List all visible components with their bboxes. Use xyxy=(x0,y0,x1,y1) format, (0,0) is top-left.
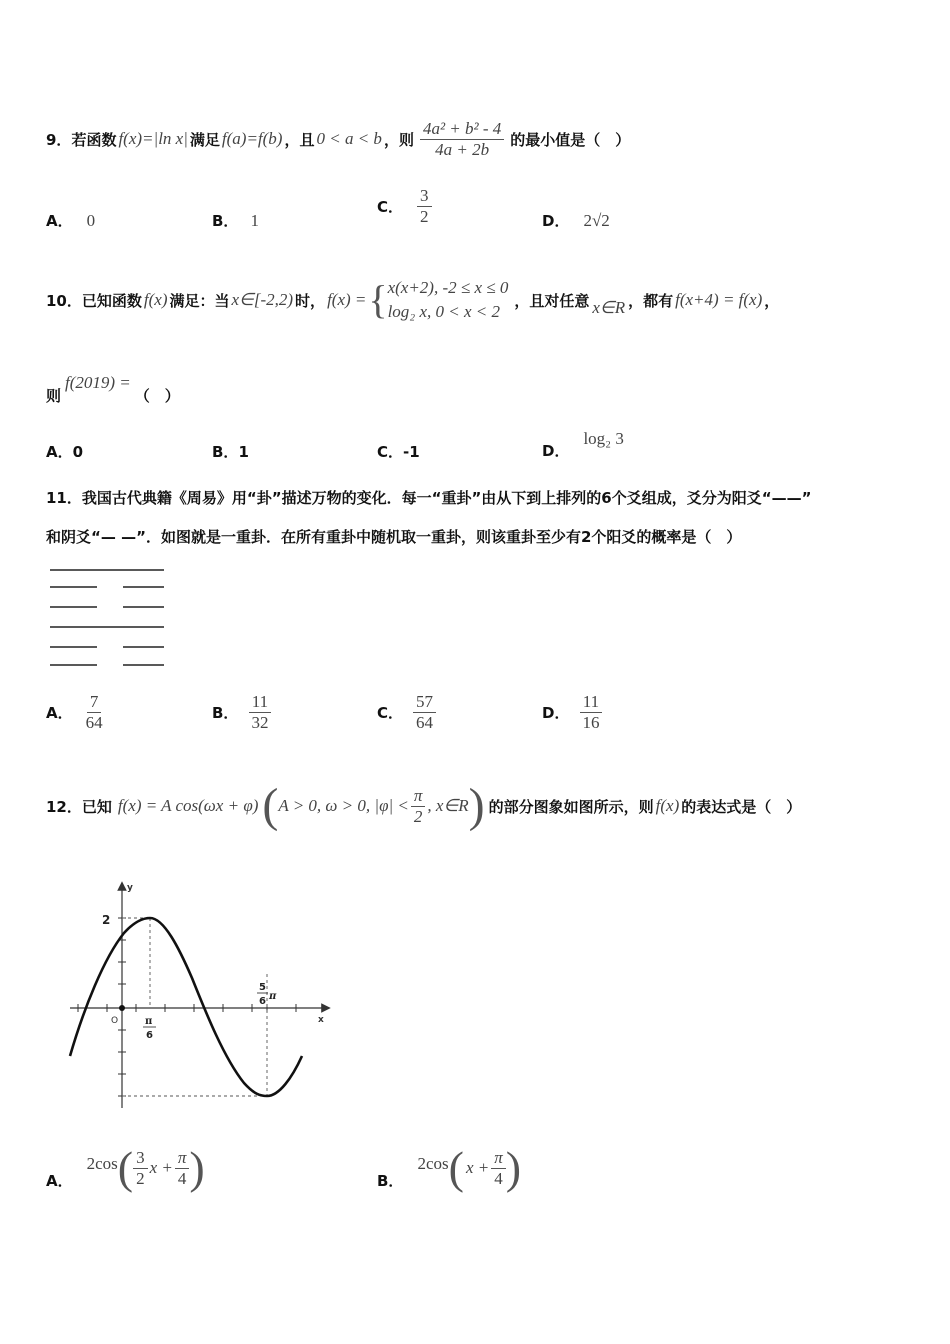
q12-option-b-num: π xyxy=(491,1148,506,1169)
q11-option-a-label: A． xyxy=(46,704,73,722)
hexagram-figure xyxy=(50,563,170,673)
q12-option-a-den1: 2 xyxy=(136,1168,145,1188)
q12-expr-1: f(x) = A cos(ωx + φ) xyxy=(117,796,259,815)
q11-option-c-label: C． xyxy=(377,704,404,722)
q10-option-c-value: -1 xyxy=(403,443,420,461)
q12-cosine-graph xyxy=(64,878,344,1118)
q12-condition-num: π xyxy=(411,786,426,807)
q9-frac-den: 4a + 2b xyxy=(435,139,490,159)
q10-option-b-label: B． xyxy=(212,443,239,461)
q9-option-d[interactable] xyxy=(542,210,610,231)
x-axis-label: x xyxy=(318,1015,324,1025)
q10-text-6: ， xyxy=(764,291,780,310)
q10-option-d[interactable] xyxy=(542,428,624,460)
q9-option-a-value: 0 xyxy=(86,210,96,230)
q9-expr-2: f(a)=f(b) xyxy=(221,129,283,148)
q9-stem xyxy=(46,118,631,159)
q9-option-d-value: 2√2 xyxy=(583,210,610,230)
q9-option-c-den: 2 xyxy=(420,207,429,226)
q9-expr-3: 0 < a < b xyxy=(316,129,382,148)
q10-option-a-label: A． xyxy=(46,443,73,461)
q12-paren-close: ) xyxy=(468,779,485,832)
q9-option-c-fraction xyxy=(417,186,432,227)
q10-option-b-value: 1 xyxy=(238,443,249,461)
q12-stem xyxy=(46,778,801,834)
q10-piecewise xyxy=(388,276,509,324)
q10-number: 10． xyxy=(46,291,82,310)
q12-paren-open: ( xyxy=(262,779,279,832)
q9-text-5: 的最小值是（ ） xyxy=(510,130,631,149)
y-axis-label: y xyxy=(127,883,133,893)
q10-text-8: （ ） xyxy=(134,386,180,405)
q10-option-a-value: 0 xyxy=(72,443,84,461)
q12-option-a-den2: 4 xyxy=(177,1168,187,1188)
q9-option-c-num: 3 xyxy=(417,186,432,207)
q10-case-1: x(x+2), -2 ≤ x ≤ 0 xyxy=(387,278,509,297)
q12-option-a-coef: 2cos xyxy=(86,1154,118,1173)
q12-option-a-mid: x + xyxy=(149,1158,173,1177)
peak-value-label: 2 xyxy=(102,913,111,927)
q9-number: 9． xyxy=(46,130,72,149)
q10-option-d-label: D． xyxy=(542,442,570,460)
q9-option-b-value: 1 xyxy=(250,210,259,230)
q11-option-c[interactable] xyxy=(377,692,436,733)
q12-number: 12． xyxy=(46,797,82,816)
q9-option-b[interactable] xyxy=(212,210,259,231)
q12-option-b-den: 4 xyxy=(494,1168,503,1188)
q12-option-b-coef: 2cos xyxy=(417,1154,449,1173)
q10-expr-2: x∈[-2,2) xyxy=(231,290,294,309)
q12-expr-2: f(x) xyxy=(655,796,680,815)
q10-text-2: 满足：当 xyxy=(169,291,230,310)
q12-condition-fraction xyxy=(411,786,426,827)
q10-option-b[interactable] xyxy=(212,441,249,462)
q12-option-b-paren-close: ) xyxy=(505,1142,522,1193)
q10-expr-4: x∈R xyxy=(592,298,626,317)
q12-option-a-label: A． xyxy=(46,1171,73,1190)
q12-option-b-frac xyxy=(491,1148,506,1189)
q10-text-5: ，都有 xyxy=(628,291,674,310)
five-sixths-pi: π xyxy=(269,991,277,1002)
q12-text-3: 的表达式是（ ） xyxy=(681,797,802,816)
q9-text-4: ，则 xyxy=(383,130,414,149)
q9-option-c[interactable] xyxy=(377,186,432,227)
q11-option-d-num: 11 xyxy=(580,692,602,713)
q11-option-d-den: 16 xyxy=(582,713,600,732)
q12-condition-1: A > 0, ω > 0, |φ| < xyxy=(278,796,409,815)
pi-over-6-num: π xyxy=(145,1016,153,1027)
q10-stem xyxy=(46,272,779,328)
q12-option-b-mid: x + xyxy=(465,1158,490,1177)
q10-option-d-value: log₂ 3 xyxy=(583,428,624,448)
q11-option-c-den: 64 xyxy=(416,713,434,732)
origin-dot xyxy=(119,1005,125,1011)
q9-frac-num: 4a² + b² - 4 xyxy=(420,119,504,140)
q10-expr-3: f(x) = xyxy=(327,290,367,309)
origin-label: O xyxy=(111,1016,119,1026)
q12-option-a-paren-close: ) xyxy=(189,1142,205,1193)
q12-condition-den: 2 xyxy=(413,806,423,826)
q9-text-3: ，且 xyxy=(284,130,315,149)
q9-option-b-label: B． xyxy=(212,212,239,230)
q10-expr-1: f(x) xyxy=(143,290,168,309)
q11-stem-line1: 11．我国古代典籍《周易》用“卦”描述万物的变化．每一“重卦”由从下到上排列的6个爻组成，爻分为阳爻“——” xyxy=(46,489,812,507)
q12-option-a-num1: 3 xyxy=(133,1148,148,1169)
q9-option-a-label: A． xyxy=(46,212,73,230)
q10-option-c[interactable] xyxy=(377,441,420,462)
q10-text-3: 时， xyxy=(295,291,326,310)
q12-condition-2: , x∈R xyxy=(427,796,469,815)
q11-option-b-label: B． xyxy=(212,704,239,722)
q9-text-2: 满足 xyxy=(189,130,220,149)
q9-text-1: 若函数 xyxy=(71,130,117,149)
q11-option-c-num: 57 xyxy=(413,692,436,713)
q11-option-d[interactable] xyxy=(542,692,602,733)
q12-option-b-paren-open: ( xyxy=(448,1142,464,1193)
q11-option-b-den: 32 xyxy=(251,713,269,732)
q12-option-a-num2: π xyxy=(175,1148,190,1169)
q11-option-b-fraction xyxy=(248,692,271,733)
q9-expr-1: f(x)=|ln x| xyxy=(118,129,188,148)
q12-text-1: 已知 xyxy=(81,797,112,816)
q11-option-d-fraction xyxy=(579,692,602,733)
q10-expr-5: f(x+4) = f(x) xyxy=(675,290,763,309)
q11-option-a-fraction xyxy=(83,692,106,733)
q12-option-b-label: B． xyxy=(377,1171,404,1190)
q12-option-b[interactable] xyxy=(377,1140,521,1196)
q9-option-c-label: C． xyxy=(377,198,404,216)
q11-option-d-label: D． xyxy=(542,704,570,722)
q12-text-2: 的部分图象如图所示，则 xyxy=(488,797,654,816)
five-sixths-den: 6 xyxy=(259,996,266,1007)
q10-stem-line2 xyxy=(46,370,180,404)
q11-option-a-num: 7 xyxy=(87,692,102,713)
q12-option-a[interactable] xyxy=(46,1140,205,1196)
q12-option-a-frac-2 xyxy=(175,1148,190,1189)
q12-option-a-paren-open: ( xyxy=(117,1142,134,1193)
q11-option-c-fraction xyxy=(413,692,436,733)
q10-text-1: 已知函数 xyxy=(81,291,142,310)
q9-option-a[interactable] xyxy=(46,210,95,231)
q10-option-a[interactable] xyxy=(46,441,83,462)
q11-stem-line2: 和阴爻“— —”．如图就是一重卦．在所有重卦中随机取一重卦，则该重卦至少有2个阳爻的概率是（ ） xyxy=(46,528,742,546)
q11-option-a-den: 64 xyxy=(85,713,103,732)
five-sixths-num: 5 xyxy=(259,982,266,993)
q9-fraction xyxy=(420,119,504,160)
q11-option-a[interactable] xyxy=(46,692,106,733)
q10-piecewise-brace: { xyxy=(368,277,388,322)
q10-text-4: ，且对任意 xyxy=(514,291,590,310)
q10-option-c-label: C． xyxy=(377,443,404,461)
q10-case-2: log₂ x, 0 < x < 2 xyxy=(387,302,500,321)
q11-option-b-num: 11 xyxy=(249,692,271,713)
q12-option-a-frac-1 xyxy=(133,1148,148,1189)
q10-text-7: 则 xyxy=(46,386,62,405)
q10-expr-6: f(2019) = xyxy=(65,373,131,392)
q11-option-b[interactable] xyxy=(212,692,271,733)
pi-over-6-den: 6 xyxy=(146,1030,153,1041)
q9-option-d-label: D． xyxy=(542,212,570,230)
